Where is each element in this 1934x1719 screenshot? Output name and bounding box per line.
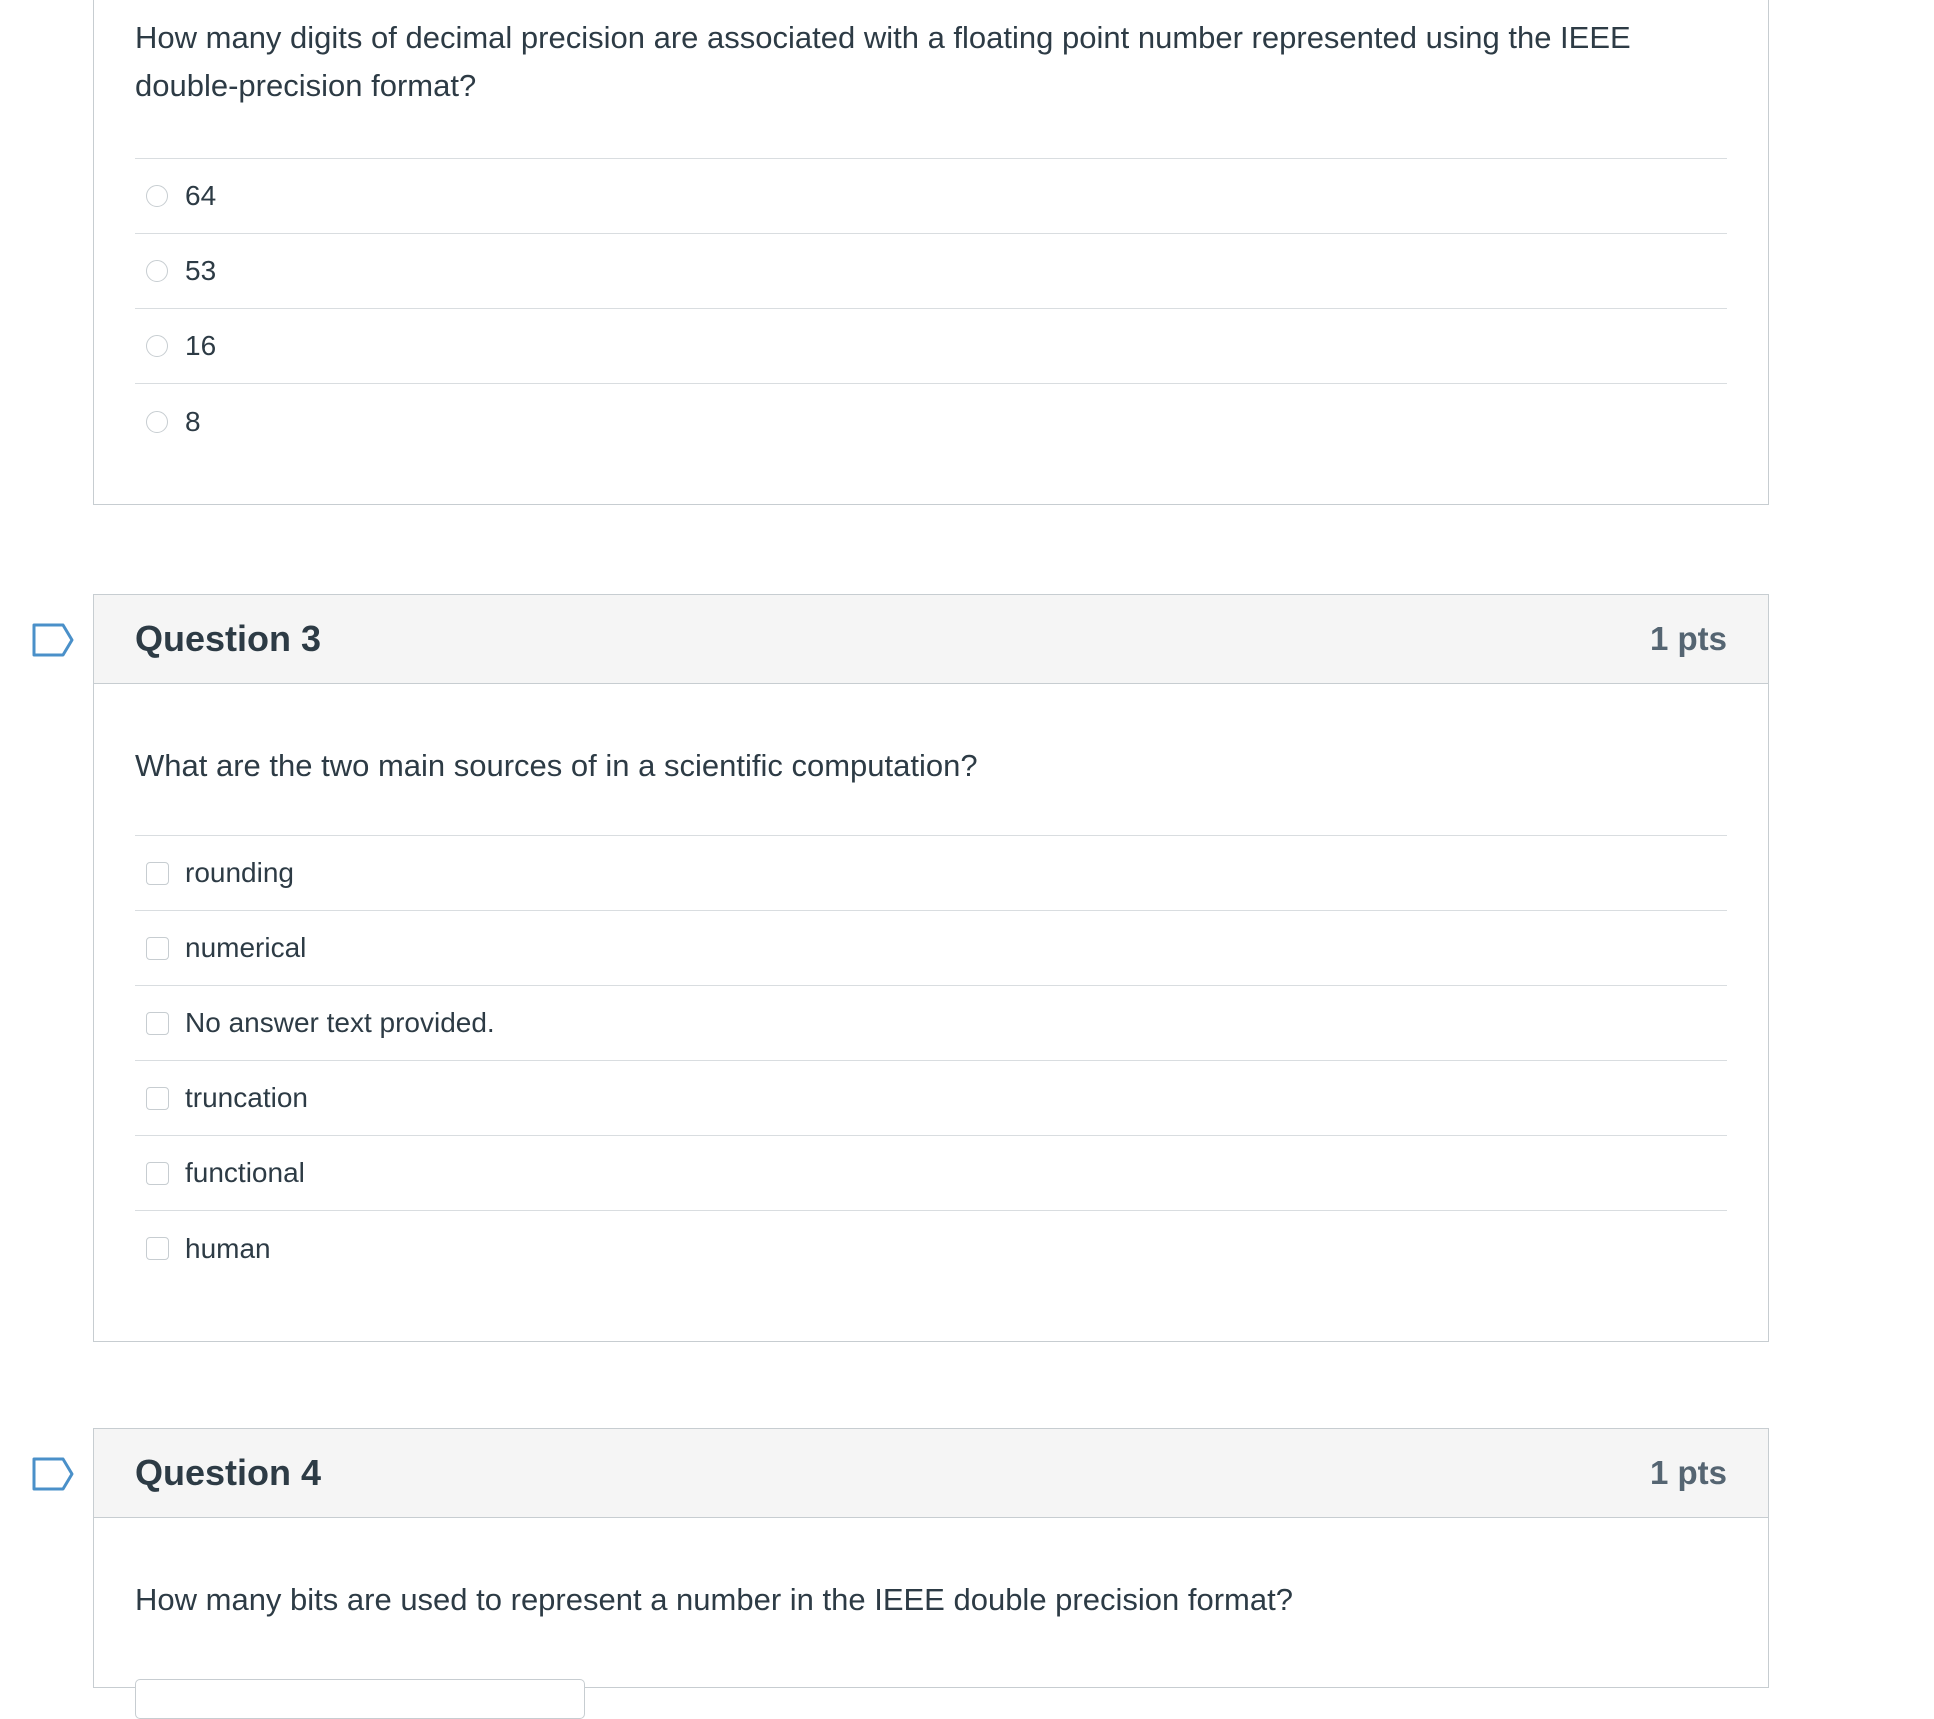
answer-option[interactable]	[135, 234, 1727, 309]
answer-option[interactable]	[135, 986, 1727, 1061]
answer-label[interactable]: human	[185, 1232, 271, 1264]
answer-label[interactable]: 16	[185, 330, 217, 361]
radio-button[interactable]	[146, 185, 168, 207]
question-body	[94, 684, 1768, 1286]
answer-input[interactable]	[135, 1679, 585, 1719]
answer-label[interactable]: 53	[185, 255, 217, 286]
checkbox[interactable]	[146, 1012, 169, 1035]
answer-option[interactable]	[135, 159, 1727, 234]
answer-option[interactable]	[135, 836, 1727, 911]
answer-option[interactable]	[135, 384, 1727, 459]
question-header	[94, 1429, 1768, 1518]
question-text: What are the two main sources of in a scientific computation?	[135, 748, 978, 783]
radio-button[interactable]	[146, 335, 168, 357]
question-card-3	[93, 594, 1769, 1342]
checkbox[interactable]	[146, 862, 169, 885]
flag-question-icon[interactable]	[32, 622, 74, 658]
radio-button[interactable]	[146, 411, 168, 433]
checkbox[interactable]	[146, 1237, 169, 1260]
checkbox[interactable]	[146, 937, 169, 960]
checkbox[interactable]	[146, 1162, 169, 1185]
answer-label[interactable]: numerical	[185, 932, 307, 963]
answer-label[interactable]: 8	[185, 405, 201, 437]
answer-list	[135, 835, 1727, 1286]
answer-label[interactable]: 64	[185, 180, 217, 211]
answer-list	[135, 158, 1727, 459]
flag-question-icon[interactable]	[32, 1456, 74, 1492]
answer-label[interactable]: functional	[185, 1157, 305, 1188]
checkbox[interactable]	[146, 1087, 169, 1110]
question-card-4	[93, 1428, 1769, 1688]
answer-option[interactable]	[135, 911, 1727, 986]
question-title: Question 4	[135, 1452, 322, 1493]
answer-label[interactable]: truncation	[185, 1082, 308, 1113]
question-text: How many digits of decimal precision are associated with a floating point number represented using the IEEE double-precision format?	[135, 20, 1631, 103]
answer-option[interactable]	[135, 309, 1727, 384]
radio-button[interactable]	[146, 260, 168, 282]
question-header	[94, 595, 1768, 684]
question-title: Question 3	[135, 618, 322, 659]
answer-label[interactable]: No answer text provided.	[185, 1007, 495, 1038]
question-card-2	[93, 0, 1769, 505]
question-body	[94, 1518, 1768, 1719]
answer-label[interactable]: rounding	[185, 857, 294, 888]
answer-option[interactable]	[135, 1136, 1727, 1211]
question-body	[94, 0, 1768, 459]
question-text: How many bits are used to represent a number in the IEEE double precision format?	[135, 1582, 1293, 1617]
question-points: 1 pts	[1649, 620, 1727, 657]
question-points: 1 pts	[1649, 1454, 1727, 1491]
answer-option[interactable]	[135, 1061, 1727, 1136]
answer-option[interactable]	[135, 1211, 1727, 1286]
